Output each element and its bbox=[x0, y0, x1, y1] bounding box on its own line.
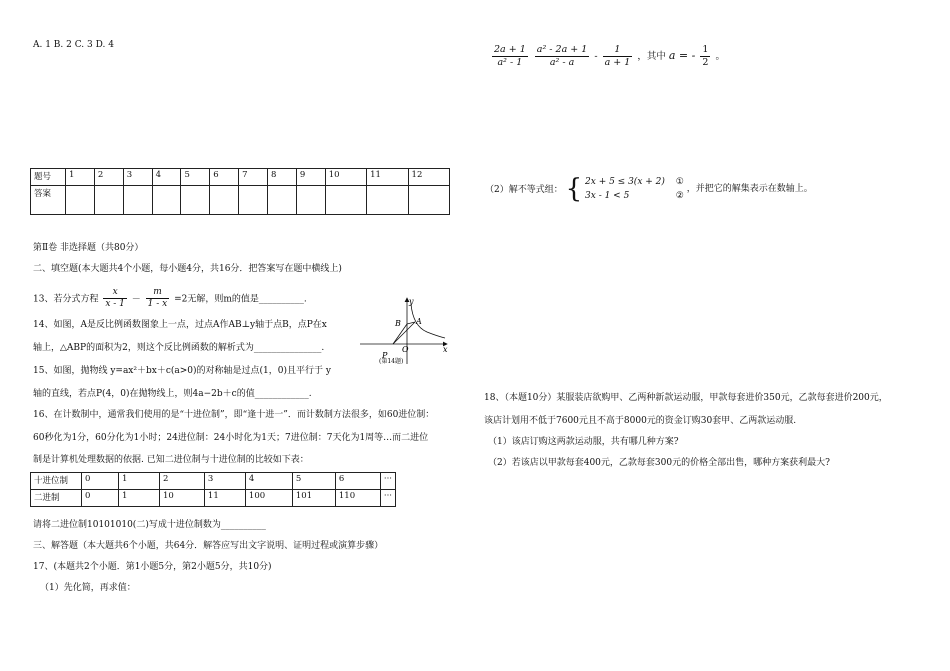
q14-figure bbox=[355, 292, 455, 367]
section2-title: 二、填空题(本大题共4个小题，每小题4分，共16分．把答案写在题中横线上) bbox=[33, 264, 342, 274]
expr-f2-num: a² - 2a + 1 bbox=[536, 44, 588, 55]
base-table-cell: 2 bbox=[159, 473, 204, 490]
q15-line-2: 轴的直线，若点P(4，0)在抛物线上，则4a−2b＋c的值____________. bbox=[33, 389, 312, 399]
expr-where: ，其中 bbox=[637, 50, 666, 62]
q14-line-2: 轴上，△ABP的面积为2，则这个反比例函数的解析式为_______________. bbox=[33, 343, 325, 353]
q16-line-2: 60秒化为1分，60分化为1小时；24进位制：24小时化为1天；7进位制：7天化为1周等…而二进位 bbox=[33, 433, 429, 443]
answer-cell[interactable] bbox=[181, 186, 210, 215]
answer-cell[interactable] bbox=[325, 186, 366, 215]
q16-after: 请将二进位制10101010(二)写成十进位制数为__________ bbox=[33, 520, 266, 530]
choices-line: A. 1 B. 2 C. 3 D. 4 bbox=[33, 40, 114, 50]
answer-table-number: 3 bbox=[123, 169, 152, 186]
base-table-cell: 4 bbox=[245, 473, 292, 490]
answer-cell[interactable] bbox=[210, 186, 239, 215]
answer-table-number: 11 bbox=[367, 169, 408, 186]
base-table-cell: 十进位制 bbox=[31, 473, 82, 490]
fig-label-x: x bbox=[443, 345, 448, 354]
inequality-1: 2x + 5 ≤ 3(x + 2) bbox=[585, 177, 665, 187]
answer-cell[interactable] bbox=[123, 186, 152, 215]
q13-f2-den: 1 - x bbox=[147, 299, 168, 310]
base-table-cell: 100 bbox=[245, 490, 292, 507]
q17-1: （1）先化简，再求值： bbox=[40, 583, 136, 593]
mark-1: ① bbox=[675, 177, 684, 187]
answer-table-number: 6 bbox=[210, 169, 239, 186]
base-table-cell: 二进制 bbox=[31, 490, 82, 507]
base-table-cell: 0 bbox=[81, 473, 118, 490]
answer-table-number: 5 bbox=[181, 169, 210, 186]
answer-table-row-answers bbox=[31, 186, 450, 215]
answer-cell[interactable] bbox=[367, 186, 408, 215]
base-table bbox=[30, 472, 396, 507]
q14-line-1: 14、如图，A是反比例函数图象上一点，过点A作AB⊥y轴于点B，点P在x bbox=[33, 320, 327, 330]
answer-table-head-answer: 答案 bbox=[31, 186, 66, 215]
expr-val-den: 2 bbox=[702, 56, 709, 68]
answer-table-head-number: 题号 bbox=[31, 169, 66, 186]
q13-f1-den: x - 1 bbox=[105, 299, 125, 310]
q13-minus: － bbox=[131, 294, 141, 305]
fig-label-a: A bbox=[416, 317, 422, 326]
expr-f3-num: 1 bbox=[603, 44, 633, 57]
question-13 bbox=[33, 287, 307, 311]
q16-line-1: 16、在计数制中，通常我们使用的是“十进位制”，即“逢十进一”．而计数制方法很多，如60进位制： bbox=[33, 410, 435, 420]
q18-line-2: 该店计划用不低于7600元且不高于8000元的资金订购30套甲、乙两款运动服. bbox=[484, 416, 797, 426]
base-table-cell: 6 bbox=[335, 473, 380, 490]
answer-table-number: 7 bbox=[239, 169, 268, 186]
answer-cell[interactable] bbox=[66, 186, 95, 215]
answer-table bbox=[30, 168, 450, 215]
expr-a-equals: a = - bbox=[668, 48, 696, 62]
expr-fraction-1 bbox=[492, 44, 528, 69]
base-table-cell: 101 bbox=[292, 490, 335, 507]
q18-sub-1: （1）该店订购这两款运动服，共有哪几种方案? bbox=[488, 437, 679, 447]
base-table-cell: 110 bbox=[335, 490, 380, 507]
expr-end: 。 bbox=[715, 50, 725, 62]
base-table-cell: 1 bbox=[118, 490, 159, 507]
answer-table-number: 4 bbox=[152, 169, 181, 186]
inequality-marks bbox=[676, 175, 684, 204]
answer-cell[interactable] bbox=[296, 186, 325, 215]
fig-label-b: B bbox=[395, 319, 401, 328]
base-table-row-decimal bbox=[31, 473, 396, 490]
answer-cell[interactable] bbox=[152, 186, 181, 215]
answer-cell[interactable] bbox=[268, 186, 297, 215]
section3-title: 三、解答题（本大题共6个小题，共64分．解答应写出文字说明、证明过程或演算步骤） bbox=[33, 541, 384, 551]
q17-2 bbox=[485, 175, 813, 204]
answer-cell[interactable] bbox=[408, 186, 449, 215]
expr-value-fraction bbox=[700, 44, 710, 69]
fig-label-p: P bbox=[382, 351, 388, 360]
fig-label-o: O bbox=[402, 345, 409, 354]
q18-sub-2: （2）若该店以甲款每套400元，乙款每套300元的价格全部出售，哪种方案获利最大? bbox=[488, 458, 830, 468]
base-table-cell: ··· bbox=[380, 473, 395, 490]
expr-fraction-2 bbox=[535, 44, 589, 69]
q15-line-1: 15、如图，抛物线 y=ax²＋bx＋c(a>0)的对称轴是过点(1，0)且平行于 y bbox=[33, 366, 331, 376]
base-table-cell: 5 bbox=[292, 473, 335, 490]
answer-table-number: 2 bbox=[94, 169, 123, 186]
q18-line-1: 18、（本题10分）某服装店欲购甲、乙两种新款运动服，甲款每套进价350元，乙款每套进价200元， bbox=[484, 393, 888, 403]
answer-table-number: 1 bbox=[66, 169, 95, 186]
base-table-cell: 11 bbox=[204, 490, 245, 507]
base-table-cell: 0 bbox=[81, 490, 118, 507]
answer-cell[interactable] bbox=[239, 186, 268, 215]
brace-icon: { bbox=[565, 174, 583, 205]
base-table-cell: 3 bbox=[204, 473, 245, 490]
base-table-cell: ··· bbox=[380, 490, 395, 507]
answer-table-number: 9 bbox=[296, 169, 325, 186]
fig-label-y: y bbox=[409, 297, 414, 306]
q13-fraction-1 bbox=[103, 287, 127, 311]
expr-f2-den: a² - a bbox=[549, 56, 575, 68]
answer-cell[interactable] bbox=[94, 186, 123, 215]
answer-table-number: 12 bbox=[408, 169, 449, 186]
part2-title: 第Ⅱ卷 非选择题（共80分） bbox=[33, 243, 144, 253]
q17-1-expression bbox=[490, 44, 725, 69]
inequality-2: 3x - 1 < 5 bbox=[585, 191, 630, 202]
mark-2: ② bbox=[675, 191, 684, 202]
q17-2-suffix: ，并把它的解集表示在数轴上。 bbox=[686, 183, 813, 194]
expr-fraction-3 bbox=[603, 44, 633, 69]
base-table-cell: 1 bbox=[118, 473, 159, 490]
base-table-cell: 10 bbox=[159, 490, 204, 507]
expr-f1-num: 2a + 1 bbox=[494, 44, 526, 55]
answer-table-number: 8 bbox=[268, 169, 297, 186]
answer-table-row-numbers bbox=[31, 169, 450, 186]
answer-table-number: 10 bbox=[325, 169, 366, 186]
fig-caption: (第14题) bbox=[379, 358, 404, 365]
q13-f2-num: m bbox=[146, 287, 170, 299]
q13-prefix: 13、若分式方程 bbox=[33, 294, 99, 305]
expr-val-num: 1 bbox=[702, 44, 709, 55]
q17-2-prefix: （2）解不等式组： bbox=[485, 184, 563, 195]
q16-line-3: 制是计算机处理数据的依据. 已知二进位制与十进位制的比较如下表： bbox=[33, 455, 309, 465]
base-table-row-binary bbox=[31, 490, 396, 507]
q13-suffix: =2无解，则m的值是__________. bbox=[174, 294, 307, 305]
q13-f1-num: x bbox=[103, 287, 127, 299]
inequality-system bbox=[585, 175, 665, 204]
expr-f3-den: a + 1 bbox=[604, 56, 631, 68]
expr-f1-den: a² - 1 bbox=[497, 56, 523, 68]
q13-fraction-2 bbox=[146, 287, 170, 311]
expr-minus: - bbox=[594, 50, 598, 62]
q17-title: 17、(本题共2个小题．第1小题5分，第2小题5分，共10分) bbox=[33, 562, 272, 572]
